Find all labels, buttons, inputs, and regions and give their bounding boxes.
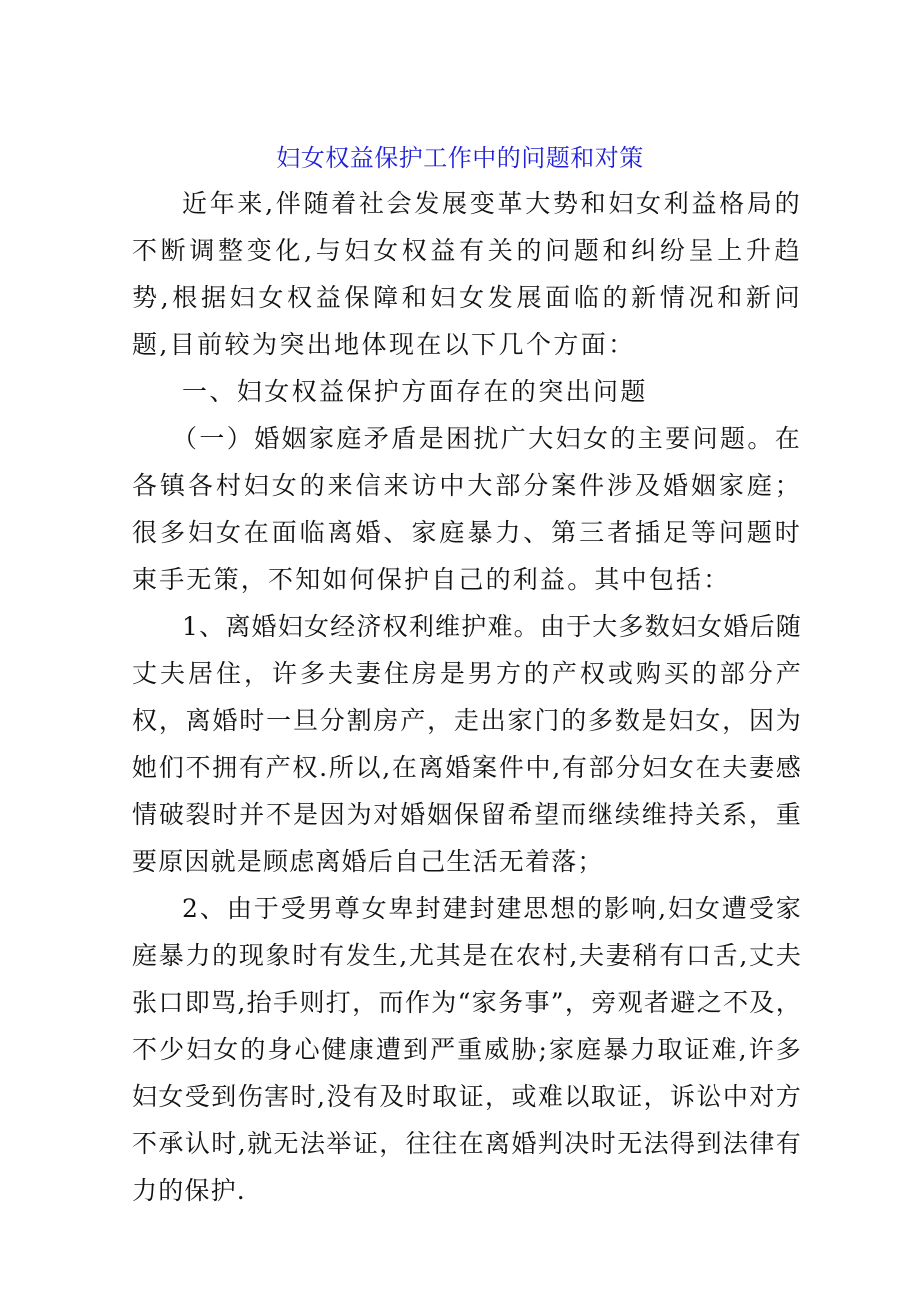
item-paragraph-1: 1、离婚妇女经济权利维护难。由于大多数妇女婚后随丈夫居住，许多夫妻住房是男方的产权或购买的部分产权，离婚时一旦分割房产，走出家门的多数是妇女，因为她们不拥有产权.所以,在离婚案件中,有部分妇女在夫妻感情破裂时并不是因为对婚姻保留希望而继续维持关系，重要原因就是顾虑离婚后自己生活无着落； <box>132 612 802 876</box>
section-heading-1: 一、妇女权益保护方面存在的突出问题 <box>182 377 648 406</box>
subsection-paragraph-1: （一）婚姻家庭矛盾是困扰广大妇女的主要问题。在各镇各村妇女的来信来访中大部分案件涉及婚姻家庭；很多妇女在面临离婚、家庭暴力、第三者插足等问题时束手无策，不知如何保护自己的利益。其中包括： <box>132 424 802 594</box>
intro-paragraph: 近年来,伴随着社会发展变革大势和妇女利益格局的不断调整变化,与妇女权益有关的问题和纠纷呈上升趋势,根据妇女权益保障和妇女发展面临的新情况和新问题,目前较为突出地体现在以下几个方面： <box>132 189 802 359</box>
document-body <box>132 180 802 1214</box>
item-paragraph-2: 2、由于受男尊女卑封建封建思想的影响,妇女遭受家庭暴力的现象时有发生,尤其是在农村,夫妻稍有口舌,丈夫张口即骂,抬手则打，而作为“家务事”，旁观者避之不及，不少妇女的身心健康遭到严重威胁;家庭暴力取证难,许多妇女受到伤害时,没有及时取证，或难以取证，诉讼中对方不承认时,就无法举证，往往在离婚判决时无法得到法律有力的保护. <box>132 894 802 1205</box>
document-title: 妇女权益保护工作中的问题和对策 <box>276 144 644 172</box>
